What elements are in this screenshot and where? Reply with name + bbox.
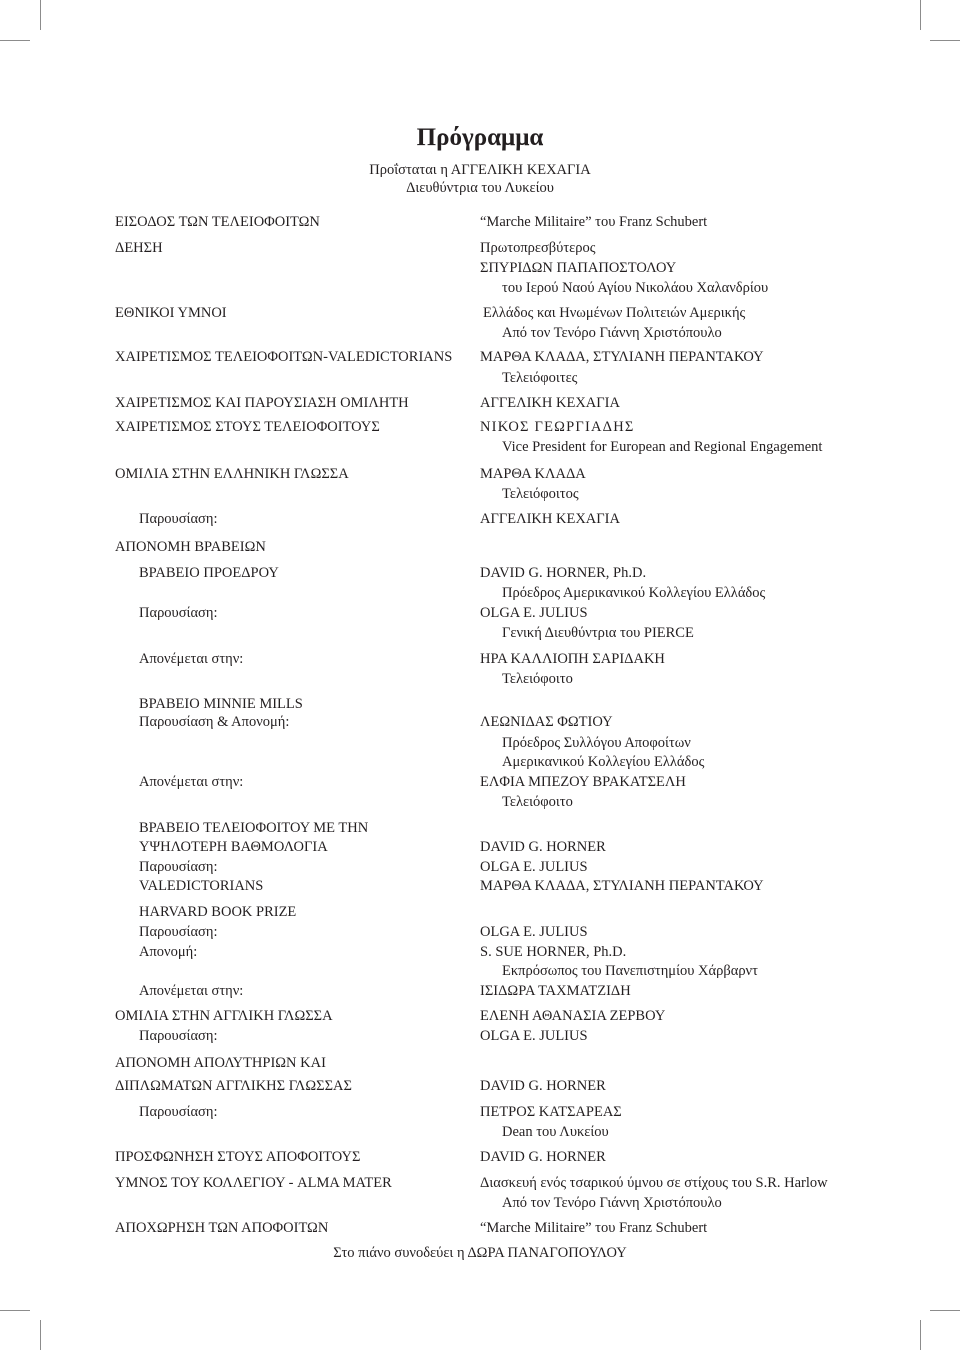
program-item-title: ΑΠΟΧΩΡΗΣΗ ΤΩΝ ΑΠΟΦΟΙΤΩΝ (115, 1220, 329, 1236)
crop-mark (40, 0, 41, 30)
role-label: Απονέμεται στην: (139, 651, 244, 667)
crop-mark (920, 1320, 921, 1350)
role-label: Παρουσίαση: (139, 511, 218, 527)
participant-detail: Τελειόφοιτος (502, 486, 579, 502)
participant-name: OLGA E. JULIUS (480, 1028, 588, 1044)
role-label: Παρουσίαση: (139, 1104, 218, 1120)
participant-detail: Vice President for European and Regional Engagement (502, 439, 823, 455)
role-label: Παρουσίαση: (139, 859, 218, 875)
crop-mark (920, 0, 921, 30)
program-item-title: ΧΑΙΡΕΤΙΣΜΟΣ ΚΑΙ ΠΑΡΟΥΣΙΑΣΗ ΟΜΙΛΗΤΗ (115, 395, 409, 411)
participant-name: ΕΛΕΝΗ ΑΘΑΝΑΣΙΑ ΖΕΡΒΟΥ (480, 1008, 666, 1024)
crop-mark (0, 40, 30, 41)
piano-accompaniment-note: Στο πιάνο συνοδεύει η ΔΩΡΑ ΠΑΝΑΓΟΠΟΥΛΟΥ (333, 1245, 627, 1261)
participant-detail: του Ιερού Ναού Αγίου Νικολάου Χαλανδρίου (502, 280, 769, 296)
award-title: ΒΡΑΒΕΙΟ ΤΕΛΕΙΟΦΟΙΤΟΥ ΜΕ ΤΗΝ (139, 820, 369, 836)
participant-detail: Αμερικανικού Κολλεγίου Ελλάδος (502, 754, 705, 770)
presiding-subtitle: Διευθύντρια του Λυκείου (406, 180, 554, 196)
participant-name: DAVID G. HORNER (480, 1149, 606, 1165)
participant-name: ΑΓΓΕΛΙΚΗ ΚΕΧΑΓΙΑ (480, 395, 620, 411)
program-item-title: ΑΠΟΝΟΜΗ ΑΠΟΛΥΤΗΡΙΩΝ ΚΑΙ (115, 1055, 326, 1071)
program-item-title: ΕΙΣΟΔΟΣ ΤΩΝ ΤΕΛΕΙΟΦΟΙΤΩΝ (115, 214, 320, 230)
participant-name: DAVID G. HORNER (480, 1078, 606, 1094)
award-title: ΒΡΑΒΕΙΟ MINNIE MILLS (139, 696, 303, 712)
participant-detail: Εκπρόσωπος του Πανεπιστημίου Χάρβαρντ (502, 963, 758, 979)
role-label: Απονέμεται στην: (139, 774, 244, 790)
participant-name: S. SUE HORNER, Ph.D. (480, 944, 627, 960)
participant-detail: Ελλάδος και Ηνωμένων Πολιτειών Αμερικής (483, 305, 746, 321)
role-label: Παρουσίαση & Απονομή: (139, 714, 290, 730)
role-label: VALEDICTORIANS (139, 878, 264, 894)
crop-mark (40, 1320, 41, 1350)
music-piece: Διασκευή ενός τσαρικού ύμνου σε στίχους του S.R. Harlow (480, 1175, 828, 1191)
music-piece: “Marche Militaire” του Franz Schubert (480, 1220, 708, 1236)
program-item-title: ΟΜΙΛΙΑ ΣΤΗΝ ΕΛΛΗΝΙΚΗ ΓΛΩΣΣΑ (115, 466, 349, 482)
participant-detail: Τελειόφοιτο (502, 671, 573, 687)
participant-name: ΛΕΩΝΙΔΑΣ ΦΩΤΙΟΥ (480, 714, 613, 730)
program-item-title: ΕΘΝΙΚΟΙ ΥΜΝΟΙ (115, 305, 227, 321)
crop-mark (930, 1310, 960, 1311)
program-item-title: ΟΜΙΛΙΑ ΣΤΗΝ ΑΓΓΛΙΚΗ ΓΛΩΣΣΑ (115, 1008, 333, 1024)
participant-detail: Τελειόφοιτο (502, 794, 573, 810)
award-title: ΒΡΑΒΕΙΟ ΠΡΟΕΔΡΟΥ (139, 565, 279, 581)
participant-name: ΜΑΡΘΑ ΚΛΑΔΑ, ΣΤΥΛΙΑΝΗ ΠΕΡΑΝΤΑΚΟΥ (480, 349, 764, 365)
role-label: Παρουσίαση: (139, 924, 218, 940)
participant-detail: Πρόεδρος Αμερικανικού Κολλεγίου Ελλάδος (502, 585, 766, 601)
participant-name: ΜΑΡΘΑ ΚΛΑΔΑ (480, 466, 586, 482)
presiding-line: Προΐσταται η ΑΓΓΕΛΙΚΗ ΚΕΧΑΓΙΑ (369, 162, 591, 178)
role-label: Απονέμεται στην: (139, 983, 244, 999)
participant-name: ΙΣΙΔΩΡΑ ΤΑΧΜΑΤΖΙΔΗ (480, 983, 631, 999)
participant-name: OLGA E. JULIUS (480, 605, 588, 621)
participant-name: ΝΙΚΟΣ ΓΕΩΡΓΙΑΔΗΣ (480, 419, 635, 435)
page-title: Πρόγραμμα (416, 124, 544, 151)
participant-detail: Πρωτοπρεσβύτερος (480, 240, 596, 256)
participant-name: DAVID G. HORNER, Ph.D. (480, 565, 647, 581)
participant-name: ΗΡΑ ΚΑΛΛΙΟΠΗ ΣΑΡΙΔΑΚΗ (480, 651, 665, 667)
participant-name: ΜΑΡΘΑ ΚΛΑΔΑ, ΣΤΥΛΙΑΝΗ ΠΕΡΑΝΤΑΚΟΥ (480, 878, 764, 894)
participant-detail: Πρόεδρος Συλλόγου Αποφοίτων (502, 735, 691, 751)
crop-mark (0, 1310, 30, 1311)
participant-name: ΕΛΦΙΑ ΜΠΕΖΟΥ ΒΡΑΚΑΤΣΕΛΗ (480, 774, 686, 790)
participant-detail: Dean του Λυκείου (502, 1124, 609, 1140)
participant-name: ΣΠΥΡΙΔΩΝ ΠΑΠΑΠΟΣΤΟΛΟΥ (480, 260, 677, 276)
role-label: Παρουσίαση: (139, 1028, 218, 1044)
crop-mark (930, 40, 960, 41)
award-title: HARVARD BOOK PRIZE (139, 904, 297, 920)
participant-detail: Γενική Διευθύντρια του PIERCE (502, 625, 694, 641)
role-label: Απονομή: (139, 944, 198, 960)
participant-detail: Από τον Τενόρο Γιάννη Χριστόπουλο (502, 1195, 722, 1211)
participant-name: DAVID G. HORNER (480, 839, 606, 855)
program-item-title: ΑΠΟΝΟΜΗ ΒΡΑΒΕΙΩΝ (115, 539, 266, 555)
program-item-title: ΧΑΙΡΕΤΙΣΜΟΣ ΤΕΛΕΙΟΦΟΙΤΩΝ-VALEDICTORIANS (115, 349, 453, 365)
program-item-title: ΔΕΗΣΗ (115, 240, 163, 256)
participant-name: OLGA E. JULIUS (480, 924, 588, 940)
music-piece: “Marche Militaire” του Franz Schubert (480, 214, 708, 230)
participant-name: OLGA E. JULIUS (480, 859, 588, 875)
award-title: ΥΨΗΛΟΤΕΡΗ ΒΑΘΜΟΛΟΓΙΑ (139, 839, 328, 855)
participant-detail: Από τον Τενόρο Γιάννη Χριστόπουλο (502, 325, 722, 341)
participant-detail: Τελειόφοιτες (502, 370, 578, 386)
role-label: Παρουσίαση: (139, 605, 218, 621)
program-item-title: ΔΙΠΛΩΜΑΤΩΝ ΑΓΓΛΙΚΗΣ ΓΛΩΣΣΑΣ (115, 1078, 352, 1094)
program-item-title: ΧΑΙΡΕΤΙΣΜΟΣ ΣΤΟΥΣ ΤΕΛΕΙΟΦΟΙΤΟΥΣ (115, 419, 380, 435)
program-item-title: ΥΜΝΟΣ ΤΟΥ ΚΟΛΛΕΓΙΟΥ - ALMA MATER (115, 1175, 392, 1191)
participant-name: ΠΕΤΡΟΣ ΚΑΤΣΑΡΕΑΣ (480, 1104, 622, 1120)
program-item-title: ΠΡΟΣΦΩΝΗΣΗ ΣΤΟΥΣ ΑΠΟΦΟΙΤΟΥΣ (115, 1149, 361, 1165)
participant-name: ΑΓΓΕΛΙΚΗ ΚΕΧΑΓΙΑ (480, 511, 620, 527)
